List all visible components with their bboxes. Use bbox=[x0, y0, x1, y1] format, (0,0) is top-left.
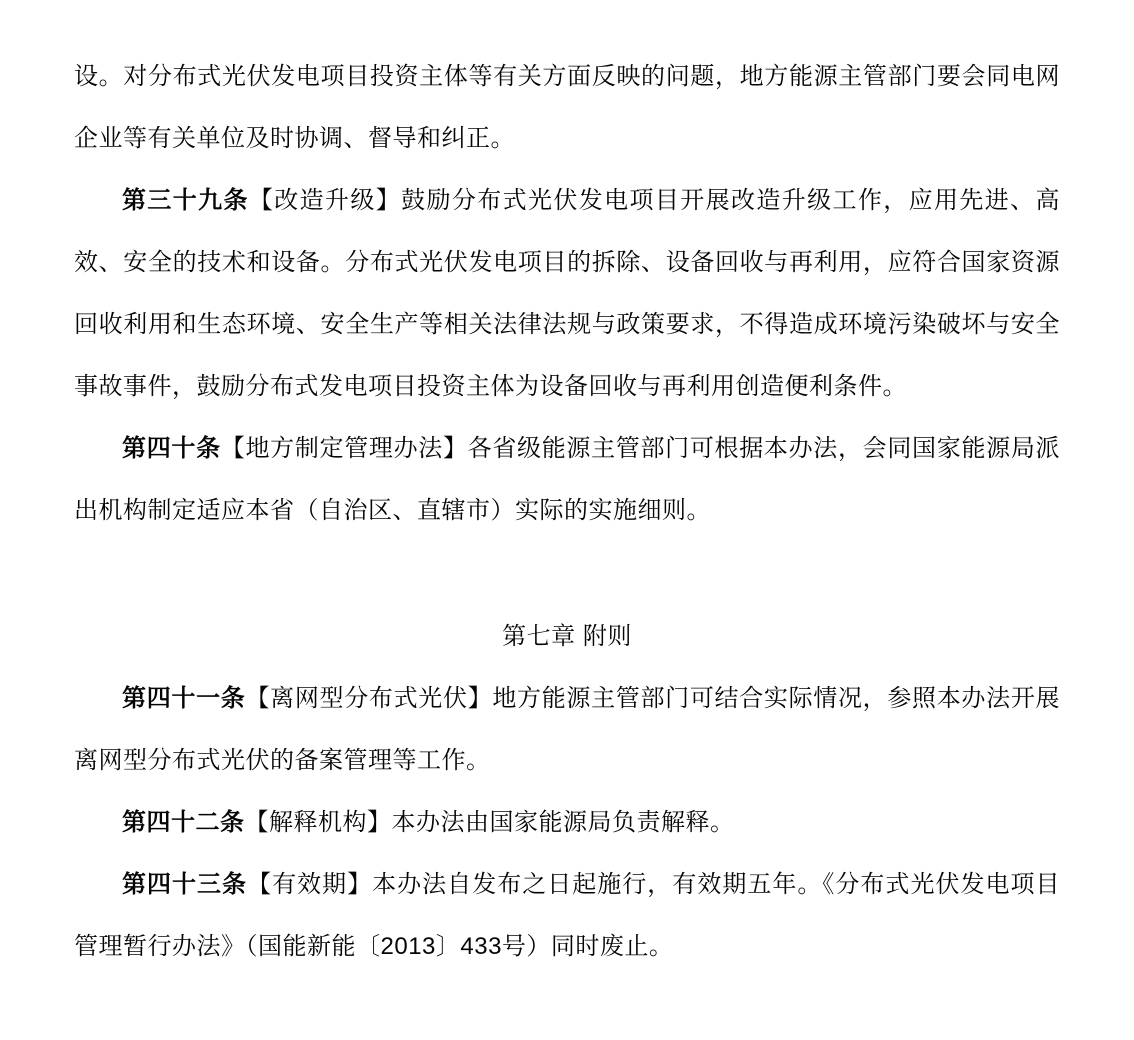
article-number: 第三十九条 bbox=[122, 187, 249, 214]
paragraph-article-40 bbox=[74, 418, 1060, 542]
paragraph-article-43 bbox=[74, 854, 1060, 978]
paragraph-text: 设。对分布式光伏发电项目投资主体等有关方面反映的问题，地方能源主管部门要会同电网企业等有关单位及时协调、督导和纠正。 bbox=[74, 63, 1060, 152]
article-number: 第四十条 bbox=[122, 435, 221, 462]
article-number: 第四十三条 bbox=[122, 871, 248, 898]
paragraph-continuation bbox=[74, 46, 1060, 170]
article-number: 第四十二条 bbox=[122, 809, 245, 836]
paragraph-text: 【解释机构】本办法由国家能源局负责解释。 bbox=[244, 809, 735, 836]
paragraph-text: 【地方制定管理办法】各省级能源主管部门可根据本办法，会同国家能源局派出机构制定适应本省（自治区、直辖市）实际的实施细则。 bbox=[74, 435, 1061, 524]
paragraph-article-41 bbox=[74, 668, 1060, 792]
chapter-heading: 第七章 附则 bbox=[502, 623, 632, 650]
paragraph-text: 【有效期】本办法自发布之日起施行，有效期五年。《分布式光伏发电项目管理暂行办法》（国能新能〔2013〕433号）同时废止。 bbox=[74, 871, 1061, 960]
paragraph-article-39 bbox=[74, 170, 1060, 418]
article-number: 第四十一条 bbox=[122, 685, 246, 712]
paragraph-article-42 bbox=[74, 792, 1060, 854]
paragraph-text: 【离网型分布式光伏】地方能源主管部门可结合实际情况，参照本办法开展离网型分布式光伏的备案管理等工作。 bbox=[74, 685, 1061, 774]
blank-line-spacer bbox=[74, 542, 1060, 606]
paragraph-text: 【改造升级】鼓励分布式光伏发电项目开展改造升级工作，应用先进、高效、安全的技术和设备。分布式光伏发电项目的拆除、设备回收与再利用，应符合国家资源回收利用和生态环境、安全生产等相关法律法规与政策要求，不得造成环境污染破坏与安全事故事件，鼓励分布式发电项目投资主体为设备回收与再利用创造便利条件。 bbox=[74, 187, 1060, 400]
